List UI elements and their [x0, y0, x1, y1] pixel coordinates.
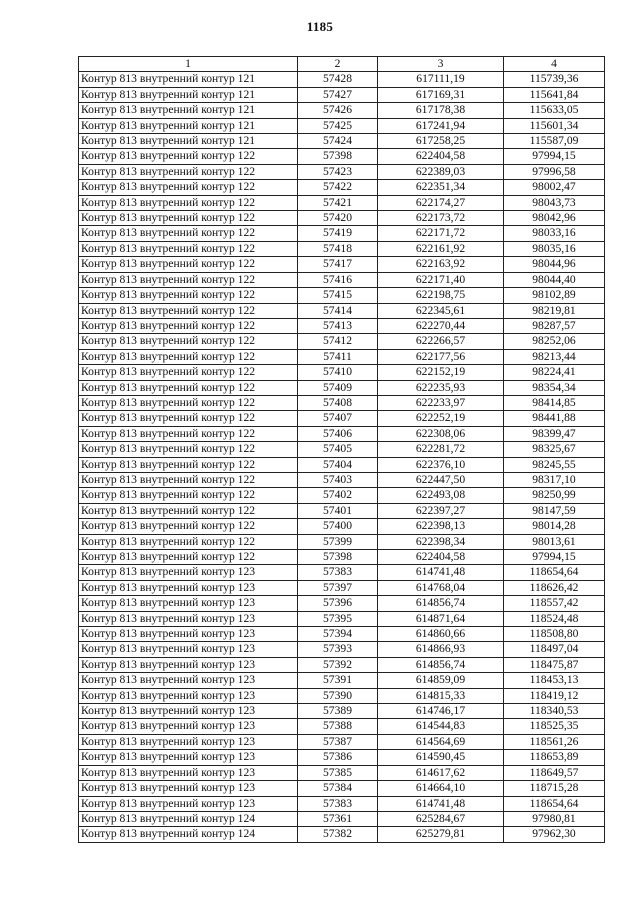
- x-coordinate-cell: 614871,64: [378, 611, 504, 626]
- point-number-cell: 57417: [298, 257, 378, 272]
- point-number-cell: 57421: [298, 195, 378, 210]
- table-row: [79, 72, 605, 87]
- contour-name-cell: Контур 813 внутренний контур 123: [79, 704, 298, 719]
- y-coordinate-cell: 118524,48: [504, 611, 605, 626]
- table-row: [79, 827, 605, 842]
- contour-name-cell: Контур 813 внутренний контур 123: [79, 642, 298, 657]
- table-row: [79, 734, 605, 749]
- contour-name-cell: Контур 813 внутренний контур 123: [79, 565, 298, 580]
- x-coordinate-cell: 622171,72: [378, 226, 504, 241]
- column-header-2: 2: [298, 57, 378, 72]
- table-row: [79, 596, 605, 611]
- table-row: [79, 781, 605, 796]
- y-coordinate-cell: 118508,80: [504, 627, 605, 642]
- x-coordinate-cell: 617111,19: [378, 72, 504, 87]
- x-coordinate-cell: 622376,10: [378, 457, 504, 472]
- contour-name-cell: Контур 813 внутренний контур 122: [79, 149, 298, 164]
- x-coordinate-cell: 622270,44: [378, 318, 504, 333]
- table-row: [79, 118, 605, 133]
- x-coordinate-cell: 614860,66: [378, 627, 504, 642]
- contour-name-cell: Контур 813 внутренний контур 123: [79, 580, 298, 595]
- contour-name-cell: Контур 813 внутренний контур 122: [79, 334, 298, 349]
- contour-name-cell: Контур 813 внутренний контур 122: [79, 534, 298, 549]
- point-number-cell: 57414: [298, 303, 378, 318]
- x-coordinate-cell: 617241,94: [378, 118, 504, 133]
- y-coordinate-cell: 118715,28: [504, 781, 605, 796]
- point-number-cell: 57388: [298, 719, 378, 734]
- contour-name-cell: Контур 813 внутренний контур 122: [79, 472, 298, 487]
- y-coordinate-cell: 118475,87: [504, 657, 605, 672]
- coordinates-table: [78, 56, 605, 843]
- point-number-cell: 57400: [298, 519, 378, 534]
- table-row: [79, 380, 605, 395]
- contour-name-cell: Контур 813 внутренний контур 122: [79, 164, 298, 179]
- point-number-cell: 57394: [298, 627, 378, 642]
- point-number-cell: 57404: [298, 457, 378, 472]
- contour-name-cell: Контур 813 внутренний контур 123: [79, 734, 298, 749]
- table-row: [79, 811, 605, 826]
- table-row: [79, 349, 605, 364]
- x-coordinate-cell: 622152,19: [378, 365, 504, 380]
- table-row: [79, 657, 605, 672]
- point-number-cell: 57410: [298, 365, 378, 380]
- contour-name-cell: Контур 813 внутренний контур 122: [79, 411, 298, 426]
- table-row: [79, 550, 605, 565]
- y-coordinate-cell: 97962,30: [504, 827, 605, 842]
- page-number: 1185: [306, 19, 334, 34]
- contour-name-cell: Контур 813 внутренний контур 122: [79, 519, 298, 534]
- header-row: [79, 57, 605, 72]
- contour-name-cell: Контур 813 внутренний контур 122: [79, 442, 298, 457]
- y-coordinate-cell: 118561,26: [504, 734, 605, 749]
- y-coordinate-cell: 98013,61: [504, 534, 605, 549]
- x-coordinate-cell: 614815,33: [378, 688, 504, 703]
- point-number-cell: 57383: [298, 565, 378, 580]
- x-coordinate-cell: 617258,25: [378, 134, 504, 149]
- table-row: [79, 426, 605, 441]
- y-coordinate-cell: 118419,12: [504, 688, 605, 703]
- contour-name-cell: Контур 813 внутренний контур 122: [79, 288, 298, 303]
- y-coordinate-cell: 98245,55: [504, 457, 605, 472]
- contour-name-cell: Контур 813 внутренний контур 122: [79, 457, 298, 472]
- y-coordinate-cell: 98213,44: [504, 349, 605, 364]
- contour-name-cell: Контур 813 внутренний контур 123: [79, 781, 298, 796]
- point-number-cell: 57411: [298, 349, 378, 364]
- y-coordinate-cell: 118340,53: [504, 704, 605, 719]
- x-coordinate-cell: 622161,92: [378, 241, 504, 256]
- contour-name-cell: Контур 813 внутренний контур 123: [79, 611, 298, 626]
- table-row: [79, 442, 605, 457]
- contour-name-cell: Контур 813 внутренний контур 123: [79, 688, 298, 703]
- point-number-cell: 57413: [298, 318, 378, 333]
- y-coordinate-cell: 118654,64: [504, 565, 605, 580]
- contour-name-cell: Контур 813 внутренний контур 122: [79, 395, 298, 410]
- point-number-cell: 57383: [298, 796, 378, 811]
- point-number-cell: 57361: [298, 811, 378, 826]
- y-coordinate-cell: 98044,96: [504, 257, 605, 272]
- table-row: [79, 211, 605, 226]
- y-coordinate-cell: 98219,81: [504, 303, 605, 318]
- y-coordinate-cell: 97996,58: [504, 164, 605, 179]
- y-coordinate-cell: 98354,34: [504, 380, 605, 395]
- y-coordinate-cell: 98147,59: [504, 503, 605, 518]
- contour-name-cell: Контур 813 внутренний контур 124: [79, 827, 298, 842]
- table-row: [79, 457, 605, 472]
- point-number-cell: 57402: [298, 488, 378, 503]
- contour-name-cell: Контур 813 внутренний контур 122: [79, 380, 298, 395]
- table-row: [79, 288, 605, 303]
- y-coordinate-cell: 98441,88: [504, 411, 605, 426]
- point-number-cell: 57398: [298, 550, 378, 565]
- x-coordinate-cell: 622447,50: [378, 472, 504, 487]
- y-coordinate-cell: 98033,16: [504, 226, 605, 241]
- x-coordinate-cell: 622198,75: [378, 288, 504, 303]
- contour-name-cell: Контур 813 внутренний контур 122: [79, 349, 298, 364]
- point-number-cell: 57428: [298, 72, 378, 87]
- y-coordinate-cell: 97994,15: [504, 550, 605, 565]
- y-coordinate-cell: 98252,06: [504, 334, 605, 349]
- point-number-cell: 57385: [298, 765, 378, 780]
- point-number-cell: 57420: [298, 211, 378, 226]
- x-coordinate-cell: 614866,93: [378, 642, 504, 657]
- table-row: [79, 519, 605, 534]
- table-row: [79, 87, 605, 102]
- y-coordinate-cell: 118453,13: [504, 673, 605, 688]
- x-coordinate-cell: 622493,08: [378, 488, 504, 503]
- x-coordinate-cell: 614746,17: [378, 704, 504, 719]
- table-row: [79, 765, 605, 780]
- x-coordinate-cell: 622252,19: [378, 411, 504, 426]
- table-row: [79, 688, 605, 703]
- y-coordinate-cell: 98044,40: [504, 272, 605, 287]
- y-coordinate-cell: 98250,99: [504, 488, 605, 503]
- x-coordinate-cell: 622398,13: [378, 519, 504, 534]
- contour-name-cell: Контур 813 внутренний контур 121: [79, 72, 298, 87]
- point-number-cell: 57392: [298, 657, 378, 672]
- y-coordinate-cell: 118649,57: [504, 765, 605, 780]
- point-number-cell: 57405: [298, 442, 378, 457]
- contour-name-cell: Контур 813 внутренний контур 121: [79, 87, 298, 102]
- y-coordinate-cell: 118654,64: [504, 796, 605, 811]
- y-coordinate-cell: 98414,85: [504, 395, 605, 410]
- point-number-cell: 57398: [298, 149, 378, 164]
- y-coordinate-cell: 98002,47: [504, 180, 605, 195]
- point-number-cell: 57412: [298, 334, 378, 349]
- point-number-cell: 57393: [298, 642, 378, 657]
- contour-name-cell: Контур 813 внутренний контур 123: [79, 596, 298, 611]
- contour-name-cell: Контур 813 внутренний контур 121: [79, 103, 298, 118]
- contour-name-cell: Контур 813 внутренний контур 123: [79, 627, 298, 642]
- y-coordinate-cell: 98043,73: [504, 195, 605, 210]
- point-number-cell: 57386: [298, 750, 378, 765]
- point-number-cell: 57382: [298, 827, 378, 842]
- x-coordinate-cell: 614664,10: [378, 781, 504, 796]
- x-coordinate-cell: 622173,72: [378, 211, 504, 226]
- x-coordinate-cell: 622404,58: [378, 149, 504, 164]
- y-coordinate-cell: 98014,28: [504, 519, 605, 534]
- point-number-cell: 57424: [298, 134, 378, 149]
- point-number-cell: 57399: [298, 534, 378, 549]
- x-coordinate-cell: 625284,67: [378, 811, 504, 826]
- table-row: [79, 565, 605, 580]
- contour-name-cell: Контур 813 внутренний контур 123: [79, 765, 298, 780]
- point-number-cell: 57395: [298, 611, 378, 626]
- x-coordinate-cell: 614544,83: [378, 719, 504, 734]
- table-row: [79, 164, 605, 179]
- table-body: [79, 72, 605, 842]
- y-coordinate-cell: 118557,42: [504, 596, 605, 611]
- x-coordinate-cell: 622397,27: [378, 503, 504, 518]
- x-coordinate-cell: 617169,31: [378, 87, 504, 102]
- y-coordinate-cell: 98224,41: [504, 365, 605, 380]
- point-number-cell: 57419: [298, 226, 378, 241]
- contour-name-cell: Контур 813 внутренний контур 122: [79, 257, 298, 272]
- x-coordinate-cell: 622398,34: [378, 534, 504, 549]
- point-number-cell: 57401: [298, 503, 378, 518]
- point-number-cell: 57416: [298, 272, 378, 287]
- y-coordinate-cell: 115587,09: [504, 134, 605, 149]
- point-number-cell: 57384: [298, 781, 378, 796]
- point-number-cell: 57406: [298, 426, 378, 441]
- table-row: [79, 673, 605, 688]
- table-row: [79, 611, 605, 626]
- x-coordinate-cell: 617178,38: [378, 103, 504, 118]
- y-coordinate-cell: 98399,47: [504, 426, 605, 441]
- table-row: [79, 103, 605, 118]
- x-coordinate-cell: 614741,48: [378, 565, 504, 580]
- x-coordinate-cell: 614856,74: [378, 657, 504, 672]
- table-row: [79, 395, 605, 410]
- x-coordinate-cell: 614741,48: [378, 796, 504, 811]
- y-coordinate-cell: 98317,10: [504, 472, 605, 487]
- y-coordinate-cell: 115739,36: [504, 72, 605, 87]
- table-row: [79, 365, 605, 380]
- table-row: [79, 534, 605, 549]
- table-row: [79, 580, 605, 595]
- point-number-cell: 57426: [298, 103, 378, 118]
- x-coordinate-cell: 614856,74: [378, 596, 504, 611]
- contour-name-cell: Контур 813 внутренний контур 122: [79, 488, 298, 503]
- point-number-cell: 57418: [298, 241, 378, 256]
- table-row: [79, 796, 605, 811]
- y-coordinate-cell: 115601,34: [504, 118, 605, 133]
- point-number-cell: 57397: [298, 580, 378, 595]
- x-coordinate-cell: 622345,61: [378, 303, 504, 318]
- x-coordinate-cell: 622308,06: [378, 426, 504, 441]
- x-coordinate-cell: 622404,58: [378, 550, 504, 565]
- table-row: [79, 303, 605, 318]
- point-number-cell: 57408: [298, 395, 378, 410]
- table-row: [79, 472, 605, 487]
- y-coordinate-cell: 98287,57: [504, 318, 605, 333]
- y-coordinate-cell: 98102,89: [504, 288, 605, 303]
- y-coordinate-cell: 115633,05: [504, 103, 605, 118]
- contour-name-cell: Контур 813 внутренний контур 122: [79, 195, 298, 210]
- contour-name-cell: Контур 813 внутренний контур 121: [79, 118, 298, 133]
- y-coordinate-cell: 98325,67: [504, 442, 605, 457]
- point-number-cell: 57403: [298, 472, 378, 487]
- table-row: [79, 642, 605, 657]
- column-header-4: 4: [504, 57, 605, 72]
- x-coordinate-cell: 614617,62: [378, 765, 504, 780]
- table-row: [79, 704, 605, 719]
- x-coordinate-cell: 622174,27: [378, 195, 504, 210]
- table-row: [79, 180, 605, 195]
- table-row: [79, 195, 605, 210]
- x-coordinate-cell: 622177,56: [378, 349, 504, 364]
- table-row: [79, 334, 605, 349]
- contour-name-cell: Контур 813 внутренний контур 124: [79, 811, 298, 826]
- x-coordinate-cell: 622281,72: [378, 442, 504, 457]
- table-row: [79, 257, 605, 272]
- table-row: [79, 503, 605, 518]
- contour-name-cell: Контур 813 внутренний контур 122: [79, 241, 298, 256]
- point-number-cell: 57427: [298, 87, 378, 102]
- point-number-cell: 57423: [298, 164, 378, 179]
- contour-name-cell: Контур 813 внутренний контур 122: [79, 318, 298, 333]
- y-coordinate-cell: 98042,96: [504, 211, 605, 226]
- x-coordinate-cell: 622171,40: [378, 272, 504, 287]
- x-coordinate-cell: 622233,97: [378, 395, 504, 410]
- contour-name-cell: Контур 813 внутренний контур 122: [79, 426, 298, 441]
- x-coordinate-cell: 622266,57: [378, 334, 504, 349]
- x-coordinate-cell: 622351,34: [378, 180, 504, 195]
- y-coordinate-cell: 118497,04: [504, 642, 605, 657]
- contour-name-cell: Контур 813 внутренний контур 122: [79, 503, 298, 518]
- contour-name-cell: Контур 813 внутренний контур 122: [79, 550, 298, 565]
- y-coordinate-cell: 97980,81: [504, 811, 605, 826]
- point-number-cell: 57391: [298, 673, 378, 688]
- x-coordinate-cell: 622235,93: [378, 380, 504, 395]
- contour-name-cell: Контур 813 внутренний контур 123: [79, 657, 298, 672]
- contour-name-cell: Контур 813 внутренний контур 123: [79, 673, 298, 688]
- table-row: [79, 272, 605, 287]
- point-number-cell: 57415: [298, 288, 378, 303]
- table-row: [79, 149, 605, 164]
- contour-name-cell: Контур 813 внутренний контур 123: [79, 719, 298, 734]
- x-coordinate-cell: 614768,04: [378, 580, 504, 595]
- contour-name-cell: Контур 813 внутренний контур 123: [79, 750, 298, 765]
- x-coordinate-cell: 614590,45: [378, 750, 504, 765]
- table-row: [79, 411, 605, 426]
- contour-name-cell: Контур 813 внутренний контур 123: [79, 796, 298, 811]
- x-coordinate-cell: 622389,03: [378, 164, 504, 179]
- point-number-cell: 57389: [298, 704, 378, 719]
- table-row: [79, 750, 605, 765]
- x-coordinate-cell: 622163,92: [378, 257, 504, 272]
- point-number-cell: 57409: [298, 380, 378, 395]
- table-row: [79, 627, 605, 642]
- point-number-cell: 57422: [298, 180, 378, 195]
- table-row: [79, 318, 605, 333]
- contour-name-cell: Контур 813 внутренний контур 122: [79, 365, 298, 380]
- table-row: [79, 134, 605, 149]
- y-coordinate-cell: 118626,42: [504, 580, 605, 595]
- contour-name-cell: Контур 813 внутренний контур 121: [79, 134, 298, 149]
- contour-name-cell: Контур 813 внутренний контур 122: [79, 180, 298, 195]
- y-coordinate-cell: 118653,89: [504, 750, 605, 765]
- table-header: [79, 57, 605, 72]
- contour-name-cell: Контур 813 внутренний контур 122: [79, 303, 298, 318]
- x-coordinate-cell: 625279,81: [378, 827, 504, 842]
- table-row: [79, 719, 605, 734]
- table-row: [79, 226, 605, 241]
- column-header-1: 1: [79, 57, 298, 72]
- y-coordinate-cell: 97994,15: [504, 149, 605, 164]
- contour-name-cell: Контур 813 внутренний контур 122: [79, 211, 298, 226]
- column-header-3: 3: [378, 57, 504, 72]
- contour-name-cell: Контур 813 внутренний контур 122: [79, 226, 298, 241]
- point-number-cell: 57396: [298, 596, 378, 611]
- point-number-cell: 57390: [298, 688, 378, 703]
- table-row: [79, 488, 605, 503]
- point-number-cell: 57407: [298, 411, 378, 426]
- x-coordinate-cell: 614859,09: [378, 673, 504, 688]
- y-coordinate-cell: 118525,35: [504, 719, 605, 734]
- point-number-cell: 57387: [298, 734, 378, 749]
- table-row: [79, 241, 605, 256]
- contour-name-cell: Контур 813 внутренний контур 122: [79, 272, 298, 287]
- y-coordinate-cell: 115641,84: [504, 87, 605, 102]
- point-number-cell: 57425: [298, 118, 378, 133]
- y-coordinate-cell: 98035,16: [504, 241, 605, 256]
- x-coordinate-cell: 614564,69: [378, 734, 504, 749]
